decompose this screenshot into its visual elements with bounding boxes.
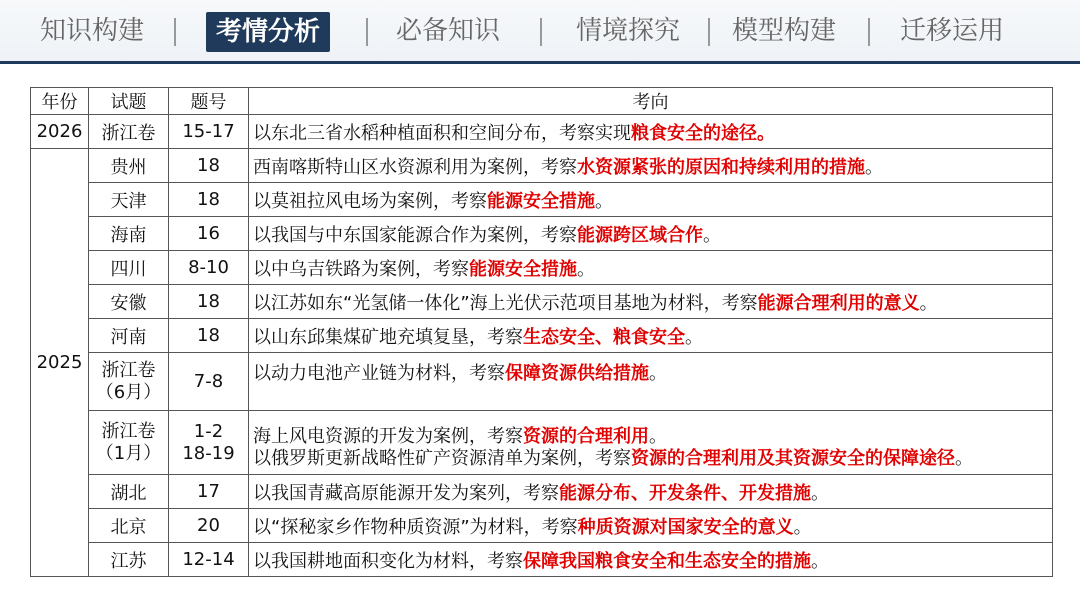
focus-highlight: 能源安全措施 [487, 190, 595, 212]
question-number: 1-2 [193, 420, 224, 442]
question-number-cell: 20 [169, 509, 249, 543]
question-number-cell: 18 [169, 149, 249, 183]
question-number-cell: 16 [169, 217, 249, 251]
table-row [31, 543, 1053, 577]
paper-month: （6月） [95, 381, 162, 403]
table-row [31, 285, 1053, 319]
focus-tail: 。 [811, 550, 829, 572]
focus-tail: 。 [793, 516, 812, 538]
table-row [31, 149, 1053, 183]
paper-cell: 贵州 [89, 149, 169, 183]
exam-focus-cell [249, 475, 1053, 509]
focus-tail: 。 [685, 326, 703, 348]
tab-essential-knowledge[interactable]: 必备知识 [396, 16, 501, 46]
nav-separator [868, 18, 870, 46]
question-number-cell [169, 411, 249, 475]
focus-highlight: 能源安全措施 [469, 258, 577, 280]
tab-exam-analysis[interactable]: 考情分析 [206, 12, 330, 52]
exam-focus-cell [249, 183, 1053, 217]
exam-focus-cell [249, 543, 1053, 577]
paper-cell: 浙江卷 [89, 115, 169, 149]
focus-tail: 。 [649, 426, 667, 447]
focus-text: 以俄罗斯更新战略性矿产资源清单为案例，考察 [253, 448, 631, 469]
tab-transfer-application[interactable]: 迁移运用 [900, 16, 1005, 46]
table-row [31, 217, 1053, 251]
exam-focus-cell [249, 217, 1053, 251]
exam-focus-cell [249, 509, 1053, 543]
table-header-row [31, 88, 1053, 115]
table-row [31, 183, 1053, 217]
paper-name: 浙江卷 [101, 359, 156, 381]
tab-scenario-inquiry[interactable]: 情境探究 [576, 16, 681, 46]
focus-text: 西南喀斯特山区水资源利用为案例，考察 [253, 156, 577, 178]
focus-highlight: 保障资源供给措施 [505, 363, 649, 384]
paper-cell [89, 353, 169, 411]
focus-tail: 。 [703, 224, 721, 246]
focus-tail: 。 [595, 190, 613, 212]
section-nav [0, 0, 1080, 64]
table-row [31, 115, 1053, 149]
focus-text: 以江苏如东“光氢储一体化”海上光伏示范项目基地为材料，考察 [253, 292, 758, 314]
table-row [31, 353, 1053, 411]
question-number-cell: 17 [169, 475, 249, 509]
question-number-cell: 18 [169, 319, 249, 353]
table-row [31, 411, 1053, 475]
focus-highlight: 保障我国粮食安全和生态安全的措施 [523, 550, 811, 572]
focus-text: 以东北三省水稻种植面积和空间分布，考察实现 [253, 122, 631, 144]
tab-model-building[interactable]: 模型构建 [732, 16, 837, 46]
focus-tail: 。 [649, 363, 667, 384]
paper-cell: 安徽 [89, 285, 169, 319]
question-number-cell: 7-8 [169, 353, 249, 411]
nav-separator [708, 18, 710, 46]
question-number-cell: 18 [169, 285, 249, 319]
paper-month: （1月） [95, 442, 162, 464]
nav-separator [174, 18, 176, 46]
focus-highlight: 能源分布、开发条件、开发措施 [559, 482, 811, 504]
focus-highlight: 种质资源对国家安全的意义 [577, 516, 794, 538]
header-year: 年份 [31, 88, 89, 115]
header-exam-focus: 考向 [249, 88, 1053, 115]
exam-focus-cell [249, 115, 1053, 149]
exam-focus-cell [249, 319, 1053, 353]
exam-analysis-table [30, 87, 1053, 577]
paper-cell: 海南 [89, 217, 169, 251]
exam-focus-cell [249, 285, 1053, 319]
focus-text: 以莫祖拉风电场为案例，考察 [253, 190, 487, 212]
exam-focus-cell [249, 411, 1053, 475]
focus-text: 以我国耕地面积变化为材料，考察 [253, 550, 523, 572]
paper-cell: 四川 [89, 251, 169, 285]
focus-text: 以我国青藏高原能源开发为案列，考察 [253, 482, 559, 504]
year-cell: 2026 [31, 115, 89, 149]
year-cell: 2025 [31, 149, 89, 577]
focus-tail: 。 [955, 448, 973, 469]
tab-knowledge-building[interactable]: 知识构建 [40, 16, 145, 46]
paper-name: 浙江卷 [101, 420, 156, 442]
focus-highlight: 资源的合理利用 [523, 426, 649, 447]
focus-highlight: 能源合理利用的意义 [757, 292, 920, 314]
question-number-cell: 15-17 [169, 115, 249, 149]
header-paper: 试题 [89, 88, 169, 115]
focus-tail: 。 [577, 258, 595, 280]
paper-cell: 北京 [89, 509, 169, 543]
focus-highlight: 生态安全、粮食安全 [523, 326, 685, 348]
question-number-cell: 12-14 [169, 543, 249, 577]
focus-highlight: 能源跨区域合作 [577, 224, 703, 246]
focus-text: 以中乌吉铁路为案例，考察 [253, 258, 469, 280]
focus-text: 以“探秘家乡作物种质资源”为材料，考察 [253, 516, 578, 538]
table-row [31, 475, 1053, 509]
focus-text: 以我国与中东国家能源合作为案例，考察 [253, 224, 577, 246]
focus-text: 以动力电池产业链为材料，考察 [253, 363, 505, 384]
nav-separator [366, 18, 368, 46]
focus-highlight: 粮食安全的途径。 [631, 122, 775, 144]
exam-focus-cell [249, 149, 1053, 183]
paper-cell: 江苏 [89, 543, 169, 577]
paper-cell: 天津 [89, 183, 169, 217]
paper-cell [89, 411, 169, 475]
exam-focus-cell [249, 353, 1053, 411]
focus-tail: 。 [919, 292, 938, 314]
table-row [31, 319, 1053, 353]
exam-focus-cell [249, 251, 1053, 285]
table-row [31, 251, 1053, 285]
table-row [31, 509, 1053, 543]
focus-highlight: 水资源紧张的原因和持续利用的措施 [577, 156, 865, 178]
focus-tail: 。 [865, 156, 883, 178]
question-number: 18-19 [182, 442, 235, 464]
focus-tail: 。 [811, 482, 829, 504]
question-number-cell: 18 [169, 183, 249, 217]
paper-cell: 湖北 [89, 475, 169, 509]
header-question-number: 题号 [169, 88, 249, 115]
question-number-cell: 8-10 [169, 251, 249, 285]
focus-text: 以山东邱集煤矿地充填复垦，考察 [253, 326, 523, 348]
focus-text: 海上风电资源的开发为案例，考察 [253, 426, 523, 447]
paper-cell: 河南 [89, 319, 169, 353]
nav-separator [540, 18, 542, 46]
focus-highlight: 资源的合理利用及其资源安全的保障途径 [631, 448, 955, 469]
